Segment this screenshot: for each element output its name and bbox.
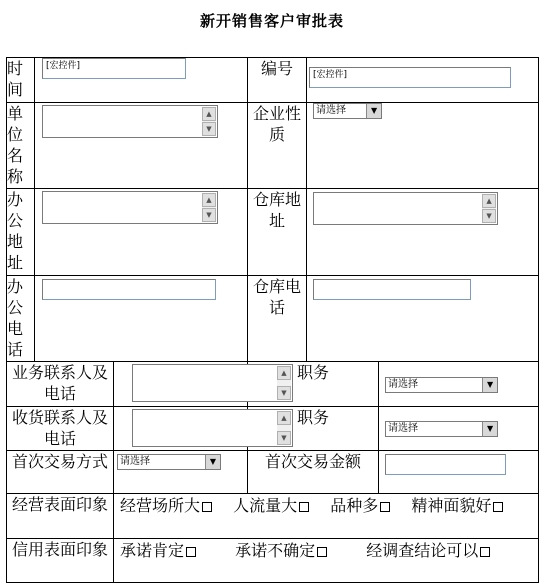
credit-option[interactable]: 经调查结论可以 [366, 541, 494, 560]
warehouse-address-scrollbar[interactable] [482, 194, 496, 223]
enterprise-nature-label: 企业性质 [248, 103, 307, 189]
scroll-up-icon[interactable]: ▲ [277, 411, 291, 425]
checkbox[interactable] [202, 502, 212, 512]
checkbox[interactable] [380, 502, 390, 512]
checkbox[interactable] [493, 502, 503, 512]
receiving-contact-label: 收货联系人及电话 [7, 407, 114, 451]
unit-name-label: 单位名称 [7, 103, 35, 189]
scroll-down-icon[interactable]: ▼ [277, 431, 291, 445]
scroll-up-icon[interactable]: ▲ [482, 194, 496, 208]
enterprise-nature-select[interactable]: 请选择 ▼ [313, 103, 382, 119]
position-1-select[interactable]: 请选择 ▼ [385, 377, 498, 393]
business-contact-scrollbar[interactable] [277, 366, 291, 400]
scroll-up-icon[interactable]: ▲ [202, 107, 216, 121]
warehouse-address-label: 仓库地址 [248, 189, 307, 276]
checkbox[interactable] [186, 547, 196, 557]
unit-name-scrollbar[interactable] [202, 107, 216, 136]
business-contact-textarea[interactable] [132, 364, 293, 402]
business-contact-cell [114, 362, 287, 407]
receiving-contact-textarea[interactable] [132, 409, 293, 447]
position-2-cell [379, 407, 539, 451]
position-2-select[interactable]: 请选择 ▼ [385, 421, 498, 437]
office-phone-input[interactable] [42, 279, 216, 300]
scroll-down-icon[interactable]: ▼ [202, 208, 216, 222]
business-option[interactable]: 经营场所大 [120, 496, 216, 515]
warehouse-phone-cell [307, 276, 539, 362]
form-title: 新开销售客户审批表 [199, 12, 344, 30]
chevron-down-icon: ▼ [482, 378, 497, 392]
first-trade-method-label: 首次交易方式 [7, 451, 114, 494]
scroll-down-icon[interactable]: ▼ [202, 122, 216, 136]
scroll-up-icon[interactable]: ▲ [277, 366, 291, 380]
business-impression-options [114, 494, 539, 539]
time-label: 时间 [7, 58, 35, 103]
position-2-label: 职务 [248, 407, 379, 451]
chevron-down-icon: ▼ [366, 104, 381, 118]
time-macro-field[interactable]: [宏控件] [42, 58, 186, 79]
number-macro-field[interactable]: [宏控件] [309, 67, 511, 88]
business-contact-label: 业务联系人及电话 [7, 362, 114, 407]
office-address-textarea[interactable] [42, 191, 218, 224]
first-trade-amount-cell [379, 451, 539, 494]
business-impression-label: 经营表面印象 [7, 494, 114, 539]
business-option[interactable]: 人流量大 [233, 496, 313, 515]
time-cell [35, 58, 248, 103]
checkbox[interactable] [317, 547, 327, 557]
unit-name-textarea[interactable] [42, 105, 218, 138]
number-cell [307, 58, 539, 103]
office-address-cell [35, 189, 248, 276]
position-1-label: 职务 [248, 362, 379, 407]
office-address-label: 办公地址 [7, 189, 35, 276]
office-address-scrollbar[interactable] [202, 193, 216, 222]
credit-option[interactable]: 承诺不确定 [235, 541, 331, 560]
warehouse-phone-input[interactable] [313, 279, 471, 300]
credit-impression-label: 信用表面印象 [7, 539, 114, 583]
first-trade-method-cell [114, 451, 248, 494]
receiving-contact-cell [114, 407, 287, 451]
chevron-down-icon: ▼ [205, 455, 220, 469]
warehouse-phone-label: 仓库电话 [248, 276, 307, 362]
first-trade-amount-input[interactable] [385, 454, 506, 475]
receiving-contact-scrollbar[interactable] [277, 411, 291, 445]
credit-impression-options [114, 539, 539, 583]
approval-form-table [6, 57, 539, 583]
business-option[interactable]: 精神面貌好 [411, 496, 507, 515]
first-trade-method-select[interactable]: 请选择 ▼ [117, 454, 221, 470]
checkbox[interactable] [299, 502, 309, 512]
office-phone-cell [35, 276, 248, 362]
first-trade-amount-label: 首次交易金额 [248, 451, 379, 494]
business-option[interactable]: 品种多 [330, 496, 394, 515]
warehouse-address-cell [307, 189, 539, 276]
credit-option[interactable]: 承诺肯定 [120, 541, 200, 560]
office-phone-label: 办公电话 [7, 276, 35, 362]
scroll-down-icon[interactable]: ▼ [277, 386, 291, 400]
checkbox[interactable] [480, 547, 490, 557]
chevron-down-icon: ▼ [482, 422, 497, 436]
warehouse-address-textarea[interactable] [313, 192, 498, 225]
enterprise-nature-cell [307, 103, 539, 189]
number-label: 编号 [248, 58, 307, 103]
scroll-down-icon[interactable]: ▼ [482, 209, 496, 223]
position-1-cell [379, 362, 539, 407]
unit-name-cell [35, 103, 248, 189]
scroll-up-icon[interactable]: ▲ [202, 193, 216, 207]
